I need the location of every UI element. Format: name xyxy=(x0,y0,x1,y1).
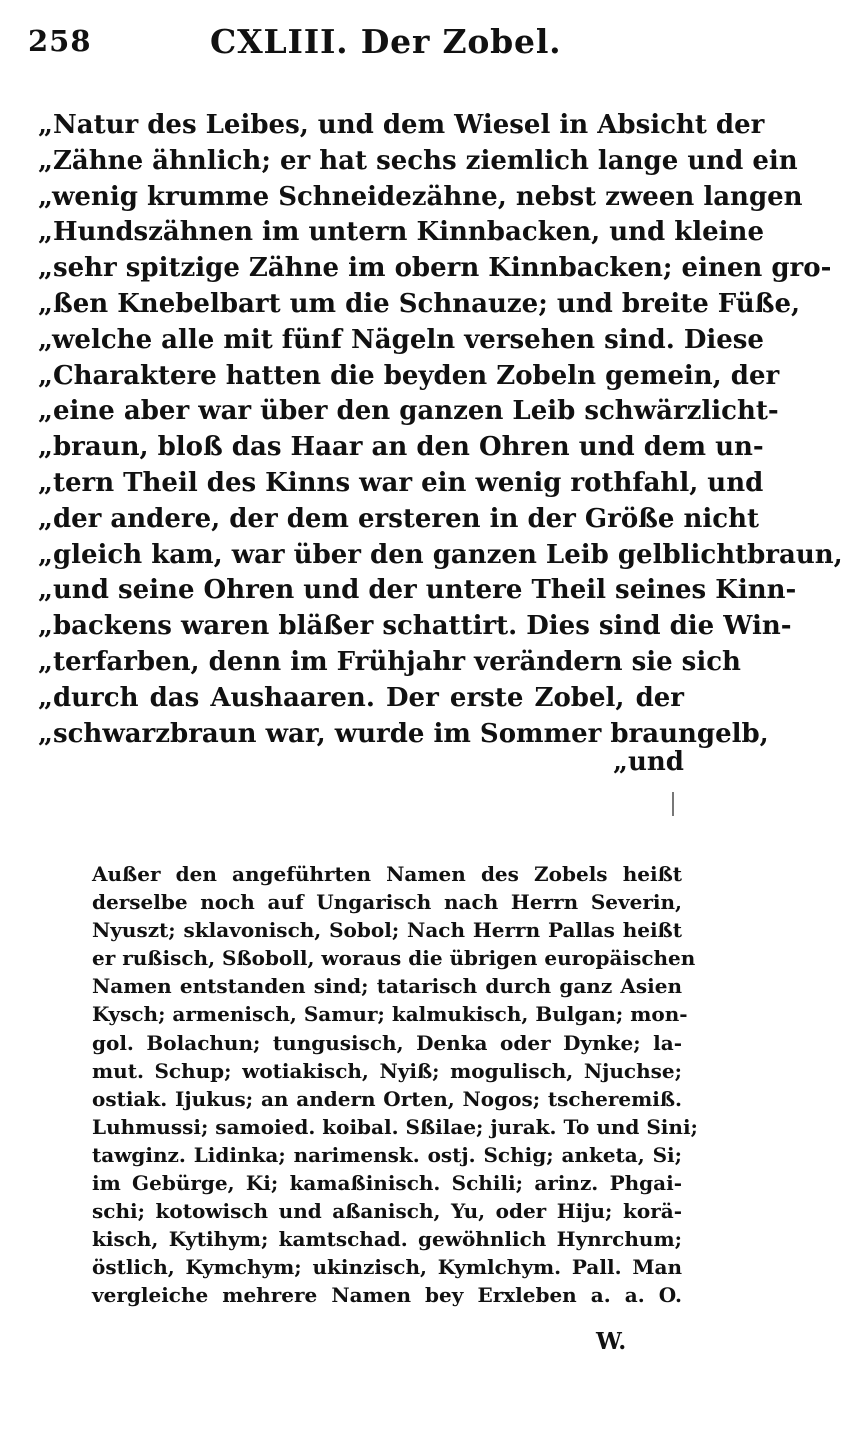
main-text-line: „durch das Aushaaren. Der erste Zobel, der xyxy=(38,682,684,713)
main-text-block xyxy=(38,108,843,752)
footnote-line: vergleiche mehrere Namen bey Erxleben a. a. O. xyxy=(92,1283,682,1308)
main-text-line: „ßen Knebelbart um die Schnauze; und breite Füße, xyxy=(38,288,801,319)
main-text-line: „Natur des Leibes, und dem Wiesel in Absicht der xyxy=(38,110,765,140)
footnote-line: östlich, Kymchym; ukinzisch, Kymlchym. Pall. Man xyxy=(92,1255,682,1280)
main-text-line: „eine aber war über den ganzen Leib schwärzlicht- xyxy=(38,396,779,427)
catchword: „und xyxy=(613,747,684,777)
main-text-line: „welche alle mit fünf Nägeln versehen sind. Diese xyxy=(38,324,764,355)
footnote-line: derselbe noch auf Ungarisch nach Herrn Severin, xyxy=(92,890,682,915)
main-text-line: „Charaktere hatten die beyden Zobeln gemein, der xyxy=(38,360,780,391)
footnote-line: Namen entstanden sind; tatarisch durch ganz Asien xyxy=(92,974,682,999)
main-text-line: „Hundszähnen im untern Kinnbacken, und kleine xyxy=(38,217,765,248)
main-text-line: „der andere, der dem ersteren in der Größe nicht xyxy=(38,503,760,534)
footnote-line: mut. Schup; wotiakisch, Nyiß; mogulisch, Njuchse; xyxy=(92,1058,682,1083)
main-text-line: „braun, bloß das Haar an den Ohren und dem un- xyxy=(38,432,764,463)
footnote-line: im Gebürge, Ki; kamaßinisch. Schili; arinz. Phgai- xyxy=(92,1171,682,1196)
running-head: CXLIII. Der Zobel. xyxy=(210,22,562,61)
main-text-line: „schwarzbraun war, wurde im Sommer braungelb, xyxy=(38,718,769,749)
main-text-line: „wenig krumme Schneidezähne, nebst zween langen xyxy=(38,181,803,212)
page-number: 258 xyxy=(28,24,92,58)
footnote-block xyxy=(92,860,698,1310)
footnote-line: gol. Bolachun; tungusisch, Denka oder Dynke; la- xyxy=(92,1030,682,1055)
footnote-line: Kysch; armenisch, Samur; kalmukisch, Bulgan; mon- xyxy=(92,1002,688,1027)
footnote-line: schi; kotowisch und aßanisch, Yu, oder Hiju; korä- xyxy=(92,1199,682,1224)
footnote-line: tawginz. Lidinka; narimensk. ostj. Schig; anketa, Si; xyxy=(92,1142,682,1167)
page-header xyxy=(28,20,688,64)
footnote-line: kisch, Kytihym; kamtschad. gewöhnlich Hynrchum; xyxy=(92,1227,682,1252)
footnote-signature: W. xyxy=(596,1328,627,1355)
main-text-line: „Zähne ähnlich; er hat sechs ziemlich lange und ein xyxy=(38,145,798,176)
main-text-line: „tern Theil des Kinns war ein wenig rothfahl, und xyxy=(38,467,764,498)
main-text-line: „backens waren bläßer schattirt. Dies sind die Win- xyxy=(38,611,792,642)
footnote-line: er rußisch, Sßoboll, woraus die übrigen europäischen xyxy=(92,946,696,971)
margin-mark xyxy=(672,792,674,816)
main-text-line: „sehr spitzige Zähne im obern Kinnbacken; einen gro- xyxy=(38,253,832,284)
main-text-line: „und seine Ohren und der untere Theil seines Kinn- xyxy=(38,575,797,606)
footnote-line: Außer den angeführten Namen des Zobels heißt xyxy=(92,862,682,886)
main-text-line: „terfarben, denn im Frühjahr verändern sie sich xyxy=(38,646,741,677)
footnote-line: Luhmussi; samoied. koibal. Sßilae; jurak. To und Sini; xyxy=(92,1114,698,1139)
main-text-line: „gleich kam, war über den ganzen Leib gelblichtbraun, xyxy=(38,539,843,570)
footnote-line: ostiak. Ijukus; an andern Orten, Nogos; tscheremiß. xyxy=(92,1086,682,1111)
footnote-line: Nyuszt; sklavonisch, Sobol; Nach Herrn Pallas heißt xyxy=(92,918,682,943)
